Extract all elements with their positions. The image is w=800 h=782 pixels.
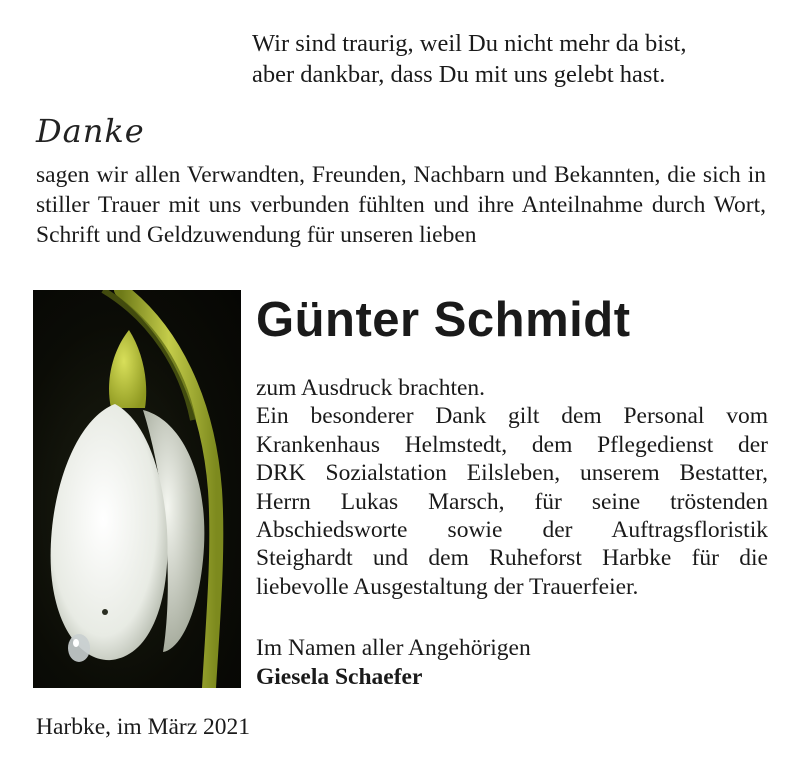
heading-danke: Danke xyxy=(36,112,145,150)
body-line: Ein besonderer Dank gilt dem Personal vom xyxy=(256,403,768,430)
body-line: Krankenhaus Helmstedt, dem Pflegedienst der xyxy=(256,431,768,458)
place-date: Harbke, im März 2021 xyxy=(36,714,251,740)
closing-line: Im Namen aller Angehörigen xyxy=(256,635,531,661)
body-line: Abschiedsworte sowie der Auftragsfloristik xyxy=(256,517,768,544)
deceased-name: Günter Schmidt xyxy=(256,293,631,347)
closing-block xyxy=(256,634,768,692)
body-line: DRK Sozialstation Eilsleben, unserem Bestatter, xyxy=(256,460,768,487)
snowdrop-photo xyxy=(33,290,241,688)
quote-line-1: Wir sind traurig, weil Du nicht mehr da bist, xyxy=(252,30,687,57)
signer-name: Giesela Schaefer xyxy=(256,664,423,690)
body-line: liebevolle Ausgestaltung der Trauerfeier. xyxy=(256,573,639,600)
snowdrop-flower-image xyxy=(33,290,241,688)
body-line: Steighardt und dem Ruheforst Harbke für die xyxy=(256,545,768,572)
thanks-paragraph xyxy=(256,374,768,601)
body-line: Herrn Lukas Marsch, für seine tröstenden xyxy=(256,488,768,515)
quote-block xyxy=(252,28,772,90)
intro-paragraph: sagen wir allen Verwandten, Freunden, Nachbarn und Bekannten, die sich in stiller Trauer mit uns verbunden fühlten und ihre Anteilnahme durch Wort, Schrift und Geldzuwendung für unseren lieben xyxy=(36,162,766,248)
body-line: zum Ausdruck brachten. xyxy=(256,375,486,401)
quote-line-2: aber dankbar, dass Du mit uns gelebt hast. xyxy=(252,61,666,88)
